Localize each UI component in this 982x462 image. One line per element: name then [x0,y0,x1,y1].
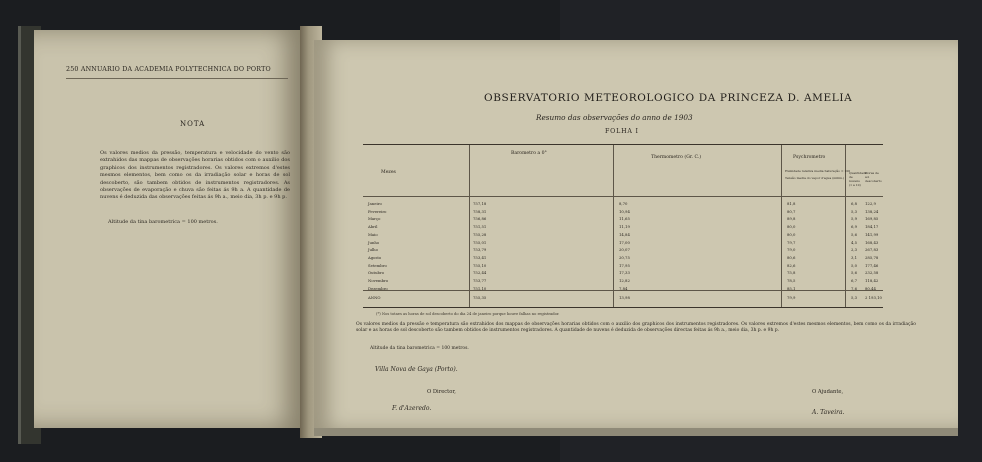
humidity-cell: 80,0 [787,231,796,237]
sunshine-cell: 118,42 [865,278,879,283]
month-cell: Julho [368,247,378,253]
method-paragraph: Os valores medios da pressão e temperatura são extrahidos dos mappas de observações horarias obtidos com o auxilio dos graphicos dos instrumentos registradores. Os valores extremos d'estes mesmos elementos, bem como os da irradiação solar e as horas de sol descoberto são tambem obtidos de instrumentos registradores. A quantidade de nuvens é deduzida de observações directas feitas ás 9h a., meio dia, 3h p. e 9h p. [356,322,916,334]
humidity-cell: 82,6 [787,262,796,268]
clouds-cell: 5,9 [851,216,858,222]
humidity-cell: 75,8 [787,270,796,276]
page-bottom-edge [314,428,958,436]
nota-title: NOTA [180,120,206,128]
month-cell: Março [368,216,381,222]
humidity-cell: 79,9 [787,295,796,301]
nota-paragraph: Os valores medios da pressão, temperatura e velocidade do vento são extrahidos das mappas de observações horarias obtidos com o auxilio dos graphicos dos instrumentos registradores. Os valores extremos d'estes mesmos elementos, bem como os da irradiação solar e horas de sol descoberto, são tambem obtidos de instrumentos registradores. As observações de evaporação e chuva são feitas ás 9h a. A quantidade de nuvens é deduzida das observações feitas ás 9h a., meio dia, 3h p. e 9h p. [100,150,290,201]
sunshine-cell: 184,17 [865,224,879,230]
temperature-cell: 14,84 [619,231,630,237]
running-head: 250 ANNUARIO DA ACADEMIA POLYTECHNICA DO PORTO [66,66,271,73]
table-divider [469,145,470,307]
pressure-cell: 757,18 [473,201,487,206]
month-cell: Janeiro [368,201,382,206]
pressure-cell: 755,35 [473,295,487,301]
clouds-cell: 6,7 [851,278,858,283]
humidity-cell: 85,1 [787,285,796,291]
pressure-cell: 755,28 [473,231,487,237]
clouds-cell: 5,3 [851,295,858,301]
sunshine-cell: 141,99 [865,231,879,237]
psy-vapour-header: Tensão media do vapor d'agua (milim.) [785,176,845,180]
pressure-cell: 753,79 [473,247,487,253]
sunshine-cell: 168,43 [865,239,879,245]
humidity-cell: 78,5 [787,278,796,283]
pressure-cell: 753,41 [473,254,487,260]
humidity-cell: 80,0 [787,224,796,230]
sunshine-cell: 80,44 [865,285,876,291]
table-footnote: (*) Nos totaes as horas de sol descoberto do dia 24 de janeiro porque houve falhas no registrador. [376,312,560,316]
humidity-cell: 80,7 [787,208,796,214]
month-cell: ANNO [368,295,381,301]
assistant-signature: A. Taveira. [812,409,845,416]
month-cell: Novembro [368,278,389,283]
observations-table [363,144,883,308]
sunshine-cell: 169,85 [865,216,879,222]
pressure-cell: 755,01 [473,239,487,245]
pressure-cell: 756,86 [473,216,487,222]
sunshine-cell: 232,58 [865,270,879,276]
clouds-cell: 6,9 [851,224,858,230]
pressure-cell: 751,10 [473,285,487,291]
clouds-cell: 6,8 [851,201,858,206]
clouds-cell: 4,5 [851,239,858,245]
pressure-cell: 752,44 [473,270,487,276]
nota-altitude: Altitude da tina barometrica = 100 metros. [108,219,218,225]
pressure-cell: 755,10 [473,262,487,268]
group-header-thermometro: Thermometro (Gr. C.) [651,155,702,160]
month-cell: Fevereiro [368,208,387,214]
temperature-cell: 20,75 [619,254,630,260]
group-header-psychrometro: Psychrometro [793,155,826,160]
humidity-cell: 80,6 [787,254,796,260]
sunshine-cell: 122,9 [865,201,876,206]
assistant-label: O Ajudante, [812,389,844,395]
sunshine-header: Horas de sol descoberto [865,171,882,183]
clouds-cell: 7,6 [851,285,858,291]
clouds-cell: 5,6 [851,270,858,276]
month-cell: Outubro [368,270,385,276]
temperature-cell: 10,94 [619,208,630,214]
humidity-cell: 79,7 [787,239,796,245]
clouds-cell: 2,3 [851,247,858,253]
sunshine-cell: 285,78 [865,254,879,260]
table-divider [613,145,614,307]
sunshine-cell: 138,24 [865,208,879,214]
table-header-rule [363,196,883,197]
left-page [34,30,304,428]
pressure-cell: 753,77 [473,278,487,283]
clouds-header: Quantidade de nuvens (1 a 10) [849,171,867,187]
clouds-cell: 5,3 [851,208,858,214]
month-cell: Agosto [368,254,382,260]
pressure-cell: 751,51 [473,224,487,230]
pressure-cell: 758,31 [473,208,487,214]
clouds-cell: 5,6 [851,231,858,237]
sheet-label: FOLHA I [605,128,639,135]
clouds-cell: 3,1 [851,254,858,260]
altitude-note: Altitude da tina barometrica = 100 metros. [370,346,469,351]
temperature-cell: 17,95 [619,262,630,268]
director-label: O Director, [427,389,456,395]
month-cell: Maio [368,231,378,237]
temperature-cell: 11,19 [619,224,630,230]
col-header-mezes: Mezes [381,170,396,175]
sunshine-cell: 177,46 [865,262,879,268]
psy-humidity-header: Humidade relativa media Saturação = 100 [785,169,851,173]
page-title: OBSERVATORIO METEOROLOGICO DA PRINCEZA D. AMELIA [484,92,853,104]
humidity-cell: 89,8 [787,216,796,222]
month-cell: Setembro [368,262,387,268]
sunshine-cell: 2 193,10 [865,295,882,301]
temperature-cell: 13,98 [619,295,630,301]
temperature-cell: 7,84 [619,285,628,291]
running-head-rule [66,78,288,79]
temperature-cell: 17,33 [619,270,630,276]
month-cell: Abril [368,224,378,230]
director-signature: F. d'Azeredo. [392,405,432,412]
temperature-cell: 12,82 [619,278,630,283]
page-subtitle: Resumo das observações do anno de 1903 [536,113,693,122]
humidity-cell: 79,0 [787,247,796,253]
temperature-cell: 11,65 [619,216,630,222]
temperature-cell: 8,70 [619,201,628,206]
month-cell: Dezembro [368,285,388,291]
temperature-cell: 20,07 [619,247,630,253]
humidity-cell: 81,8 [787,201,796,206]
table-divider [781,145,782,307]
temperature-cell: 17,00 [619,239,630,245]
sunshine-cell: 267,83 [865,247,879,253]
clouds-cell: 5,0 [851,262,858,268]
place-line: Villa Nova de Gaya (Porto). [375,366,458,373]
group-header-barometro: Barometro a 0° [511,151,547,156]
month-cell: Junho [368,239,380,245]
